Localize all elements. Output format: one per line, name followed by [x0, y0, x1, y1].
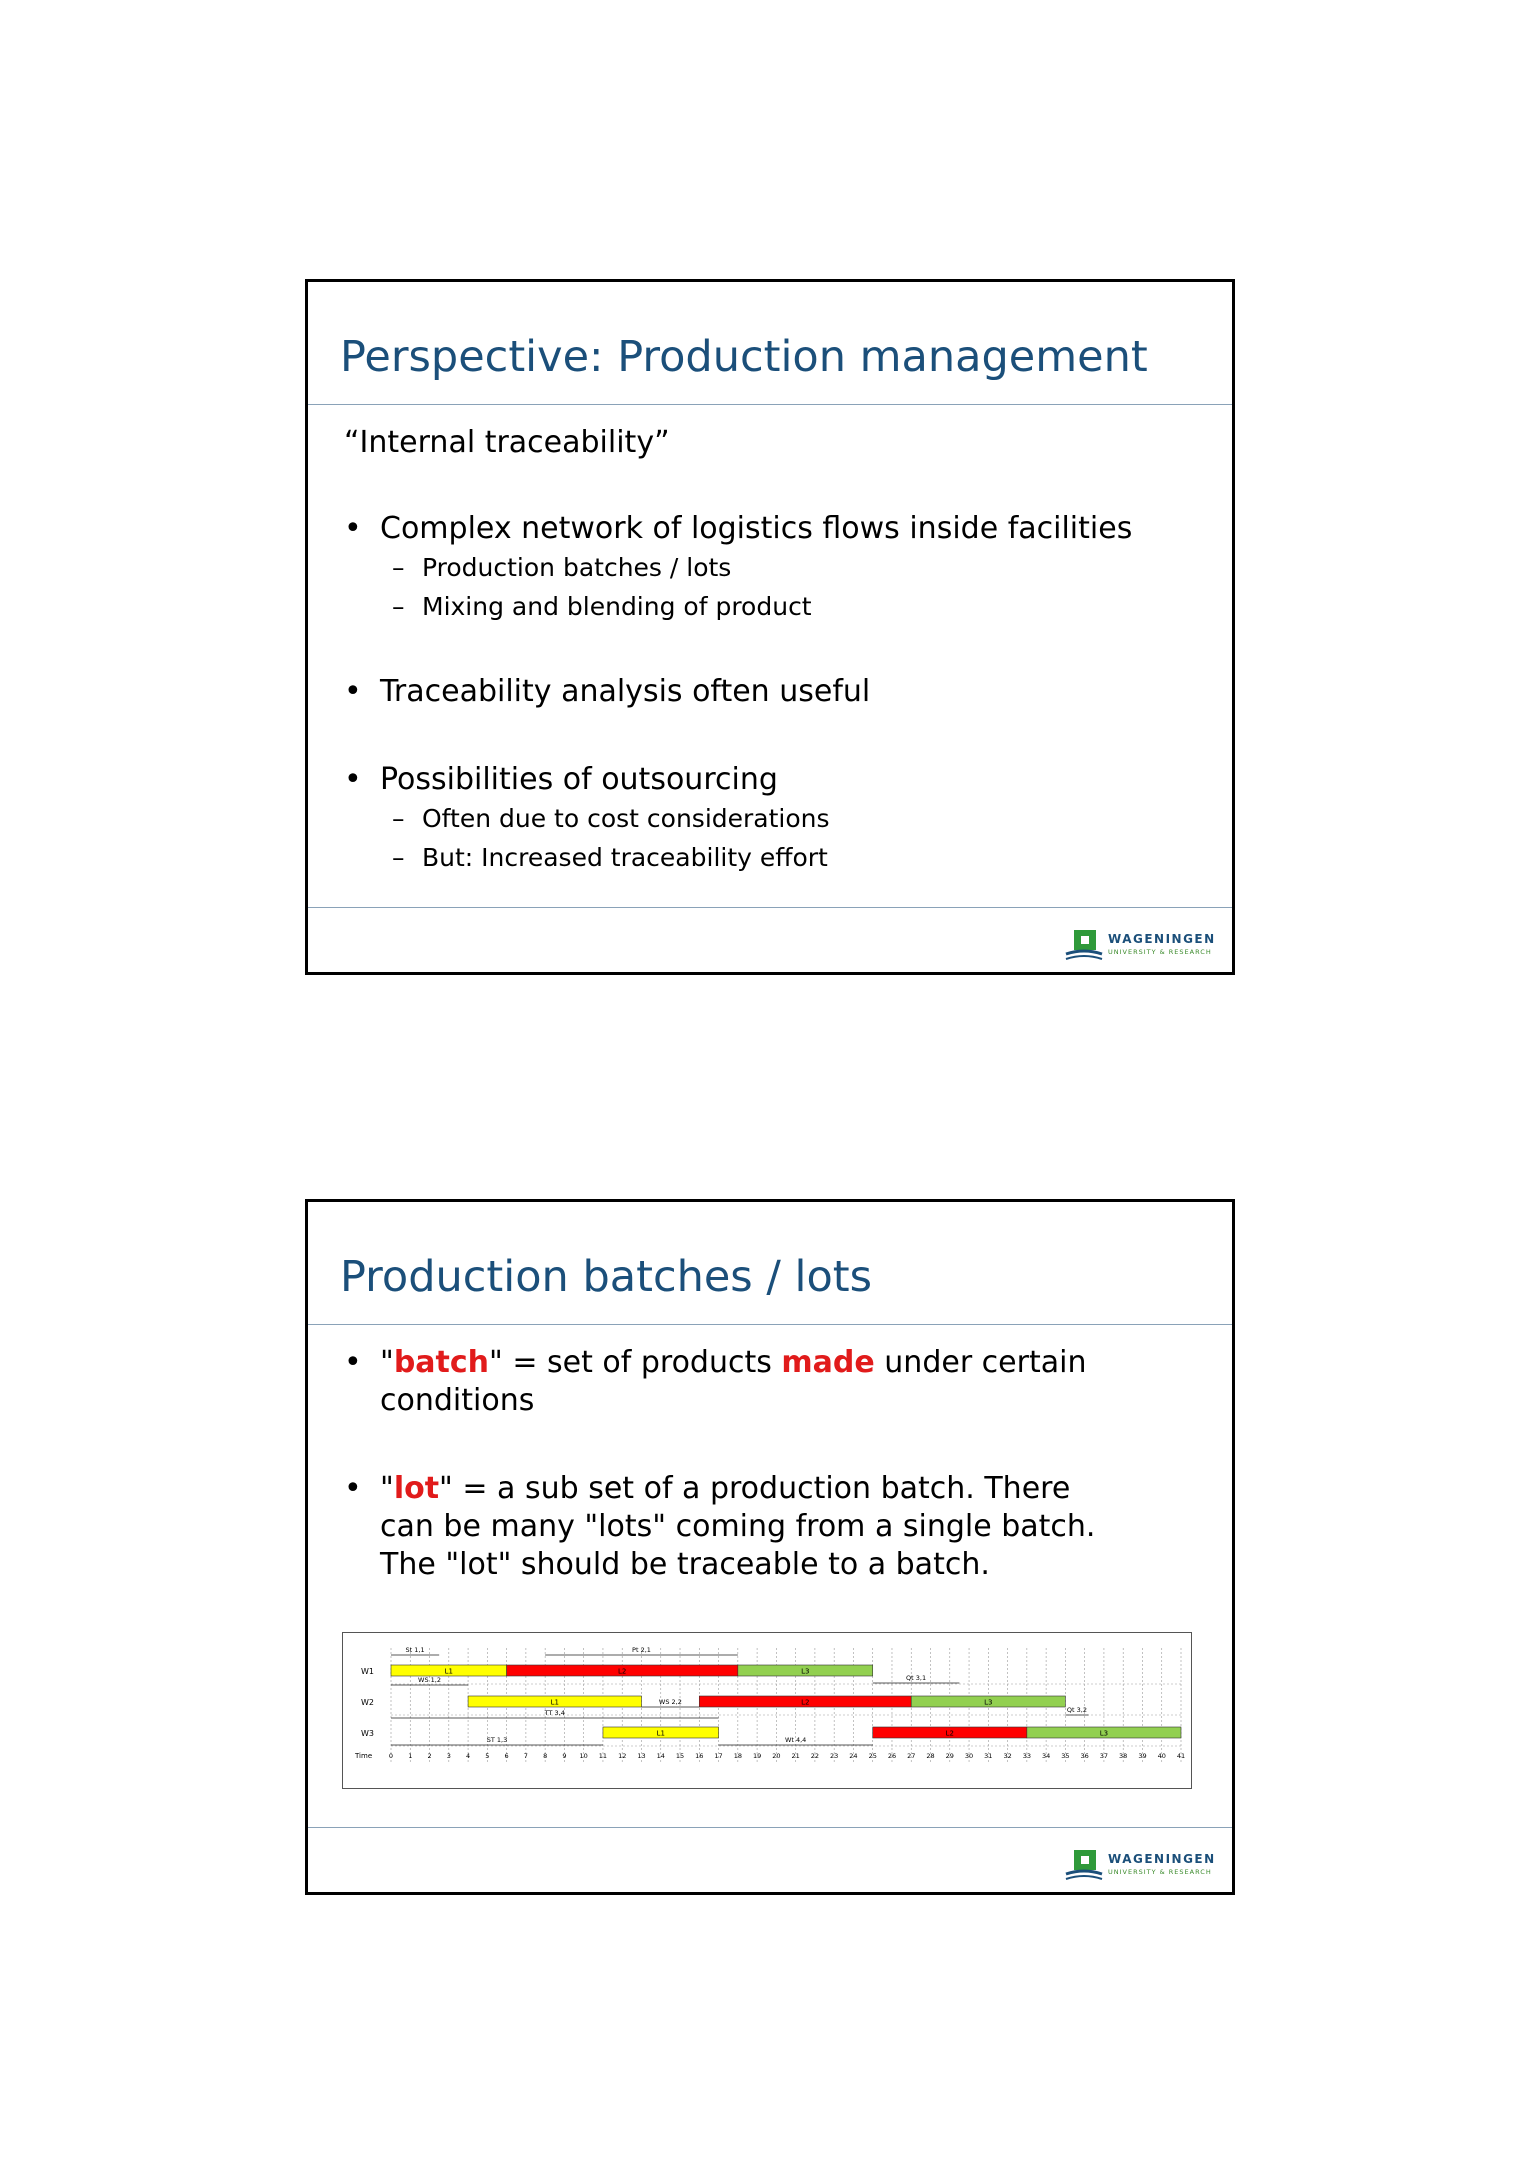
- row-label: W3: [361, 1729, 374, 1738]
- gantt-bar-label: L3: [1099, 1729, 1109, 1738]
- annotation-label: WS 1,2: [418, 1676, 442, 1684]
- time-tick-label: 1: [408, 1752, 413, 1760]
- footer-divider: [308, 907, 1232, 908]
- slide-body: [344, 1344, 1212, 1584]
- bullet-text: under certain: [874, 1345, 1087, 1380]
- sub-bullet-text: Production batches / lots: [422, 553, 732, 582]
- time-tick-label: 26: [887, 1752, 897, 1760]
- wageningen-logo: [1064, 928, 1224, 966]
- sub-bullet: [344, 587, 1212, 626]
- gantt-bar-label: L3: [984, 1698, 993, 1707]
- time-tick-label: 4: [466, 1752, 471, 1760]
- sub-dash: –: [392, 843, 405, 872]
- bullet-item-lot: [344, 1470, 1212, 1584]
- bullet-dot: •: [344, 674, 362, 709]
- sub-bullet-text: Mixing and blending of product: [422, 592, 812, 621]
- time-tick-label: 30: [964, 1752, 974, 1760]
- gantt-bar-label: L2: [618, 1667, 627, 1676]
- annotation-label: Wt 4,4: [784, 1736, 807, 1744]
- row-label: W1: [361, 1667, 374, 1676]
- time-tick-label: 17: [714, 1752, 723, 1760]
- bullet-item: [344, 673, 1212, 711]
- time-tick-label: 29: [945, 1752, 954, 1760]
- bullet-item-batch: [344, 1344, 1212, 1420]
- bullet-text: Traceability analysis often useful: [380, 674, 871, 709]
- time-tick-label: 14: [656, 1752, 665, 1760]
- time-tick-label: 24: [849, 1752, 858, 1760]
- time-tick-label: 19: [752, 1752, 762, 1760]
- annotation-label: Pt 2,1: [632, 1646, 651, 1654]
- gantt-bar-label: L1: [550, 1698, 559, 1707]
- term-lot: lot: [393, 1471, 440, 1506]
- time-tick-label: 41: [1176, 1752, 1186, 1760]
- gantt-bar-label: L1: [444, 1667, 453, 1676]
- title-divider: [308, 404, 1232, 405]
- slide-title: Perspective: Production management: [340, 332, 1148, 382]
- time-tick-label: 20: [772, 1752, 781, 1760]
- sub-dash: –: [392, 553, 405, 582]
- bullet-text-line3: The "lot" should be traceable to a batch.: [380, 1547, 990, 1582]
- time-tick-label: 18: [733, 1752, 742, 1760]
- quote: ": [380, 1345, 394, 1380]
- bullet-dot: •: [344, 511, 362, 546]
- wageningen-logo-icon: [1064, 1848, 1104, 1882]
- sub-bullet-text: But: Increased traceability effort: [422, 843, 828, 872]
- time-tick-label: 27: [907, 1752, 916, 1760]
- time-tick-label: 25: [868, 1752, 877, 1760]
- time-tick-label: 16: [695, 1752, 704, 1760]
- time-tick-label: 2: [427, 1752, 432, 1760]
- annotation-label: ST 1,3: [486, 1736, 508, 1744]
- wageningen-logo: [1064, 1848, 1224, 1886]
- logo-subtitle: UNIVERSITY & RESEARCH: [1108, 948, 1212, 956]
- time-tick-label: 31: [984, 1752, 993, 1760]
- sub-dash: –: [392, 592, 405, 621]
- annotation-label: St 1,1: [405, 1646, 425, 1654]
- time-tick-label: 6: [504, 1752, 509, 1760]
- bullet-text-line2: conditions: [380, 1383, 535, 1418]
- time-tick-label: 21: [791, 1752, 800, 1760]
- time-tick-label: 8: [543, 1752, 548, 1760]
- bullet-text-line2: can be many "lots" coming from a single batch.: [380, 1509, 1096, 1544]
- title-divider: [308, 1324, 1232, 1325]
- slide-production-management: [305, 279, 1235, 975]
- gantt-bar-label: L1: [656, 1729, 665, 1738]
- slide-production-batches: [305, 1199, 1235, 1895]
- footer-divider: [308, 1827, 1232, 1828]
- time-axis-label: Time: [355, 1752, 373, 1760]
- annotation-label: TT 3,4: [544, 1709, 565, 1717]
- sub-bullet: [344, 799, 1212, 838]
- time-tick-label: 38: [1119, 1752, 1128, 1760]
- time-tick-label: 11: [598, 1752, 608, 1760]
- gantt-svg: [343, 1633, 1190, 1787]
- wageningen-logo-icon: [1064, 928, 1104, 962]
- time-tick-label: 34: [1041, 1752, 1051, 1760]
- gantt-chart: [342, 1632, 1192, 1789]
- gantt-bar-label: L2: [801, 1698, 810, 1707]
- time-tick-label: 0: [388, 1752, 394, 1760]
- emphasis-made: made: [781, 1345, 875, 1380]
- slide-body: [344, 426, 1212, 877]
- intro-text: “Internal traceability”: [344, 425, 670, 460]
- logo-subtitle: UNIVERSITY & RESEARCH: [1108, 1868, 1212, 1876]
- sub-bullet: [344, 838, 1212, 877]
- sub-bullet-text: Often due to cost considerations: [422, 804, 830, 833]
- time-tick-label: 33: [1022, 1752, 1031, 1760]
- time-tick-label: 15: [675, 1752, 685, 1760]
- bullet-item: [344, 761, 1212, 799]
- annotation-label: WS 2,2: [658, 1698, 682, 1706]
- time-tick-label: 35: [1061, 1752, 1070, 1760]
- bullet-dot: •: [344, 1471, 362, 1506]
- time-tick-label: 7: [523, 1752, 528, 1760]
- row-label: W2: [361, 1698, 374, 1707]
- time-tick-label: 23: [830, 1752, 839, 1760]
- time-tick-label: 36: [1080, 1752, 1089, 1760]
- time-tick-label: 40: [1157, 1752, 1166, 1760]
- time-tick-label: 13: [637, 1752, 646, 1760]
- time-tick-label: 28: [926, 1752, 935, 1760]
- time-tick-label: 37: [1099, 1752, 1109, 1760]
- time-tick-label: 3: [446, 1752, 451, 1760]
- time-tick-label: 9: [562, 1752, 567, 1760]
- logo-name: WAGENINGEN: [1108, 932, 1216, 946]
- annotation-label: Qt 3,2: [1066, 1706, 1087, 1714]
- bullet-text: " = a sub set of a production batch. There: [439, 1471, 1071, 1506]
- quote: ": [380, 1471, 394, 1506]
- bullet-text: " = set of products: [489, 1345, 782, 1380]
- time-tick-label: 12: [618, 1752, 627, 1760]
- bullet-dot: •: [344, 762, 362, 797]
- bullet-item: [344, 510, 1212, 548]
- slide-title: Production batches / lots: [340, 1252, 873, 1302]
- sub-bullet: [344, 548, 1212, 587]
- time-tick-label: 32: [1003, 1752, 1012, 1760]
- logo-name: WAGENINGEN: [1108, 1852, 1216, 1866]
- bullet-text: Possibilities of outsourcing: [380, 762, 778, 797]
- gantt-bar-label: L2: [945, 1729, 954, 1738]
- gantt-bar-label: L3: [801, 1667, 810, 1676]
- sub-dash: –: [392, 804, 405, 833]
- time-tick-label: 10: [579, 1752, 588, 1760]
- annotation-label: Qt 3,1: [906, 1674, 927, 1682]
- term-batch: batch: [393, 1345, 490, 1380]
- time-tick-label: 5: [485, 1752, 490, 1760]
- time-tick-label: 39: [1138, 1752, 1147, 1760]
- bullet-dot: •: [344, 1345, 362, 1380]
- time-tick-label: 22: [810, 1752, 820, 1760]
- bullet-text: Complex network of logistics flows inside facilities: [380, 511, 1133, 546]
